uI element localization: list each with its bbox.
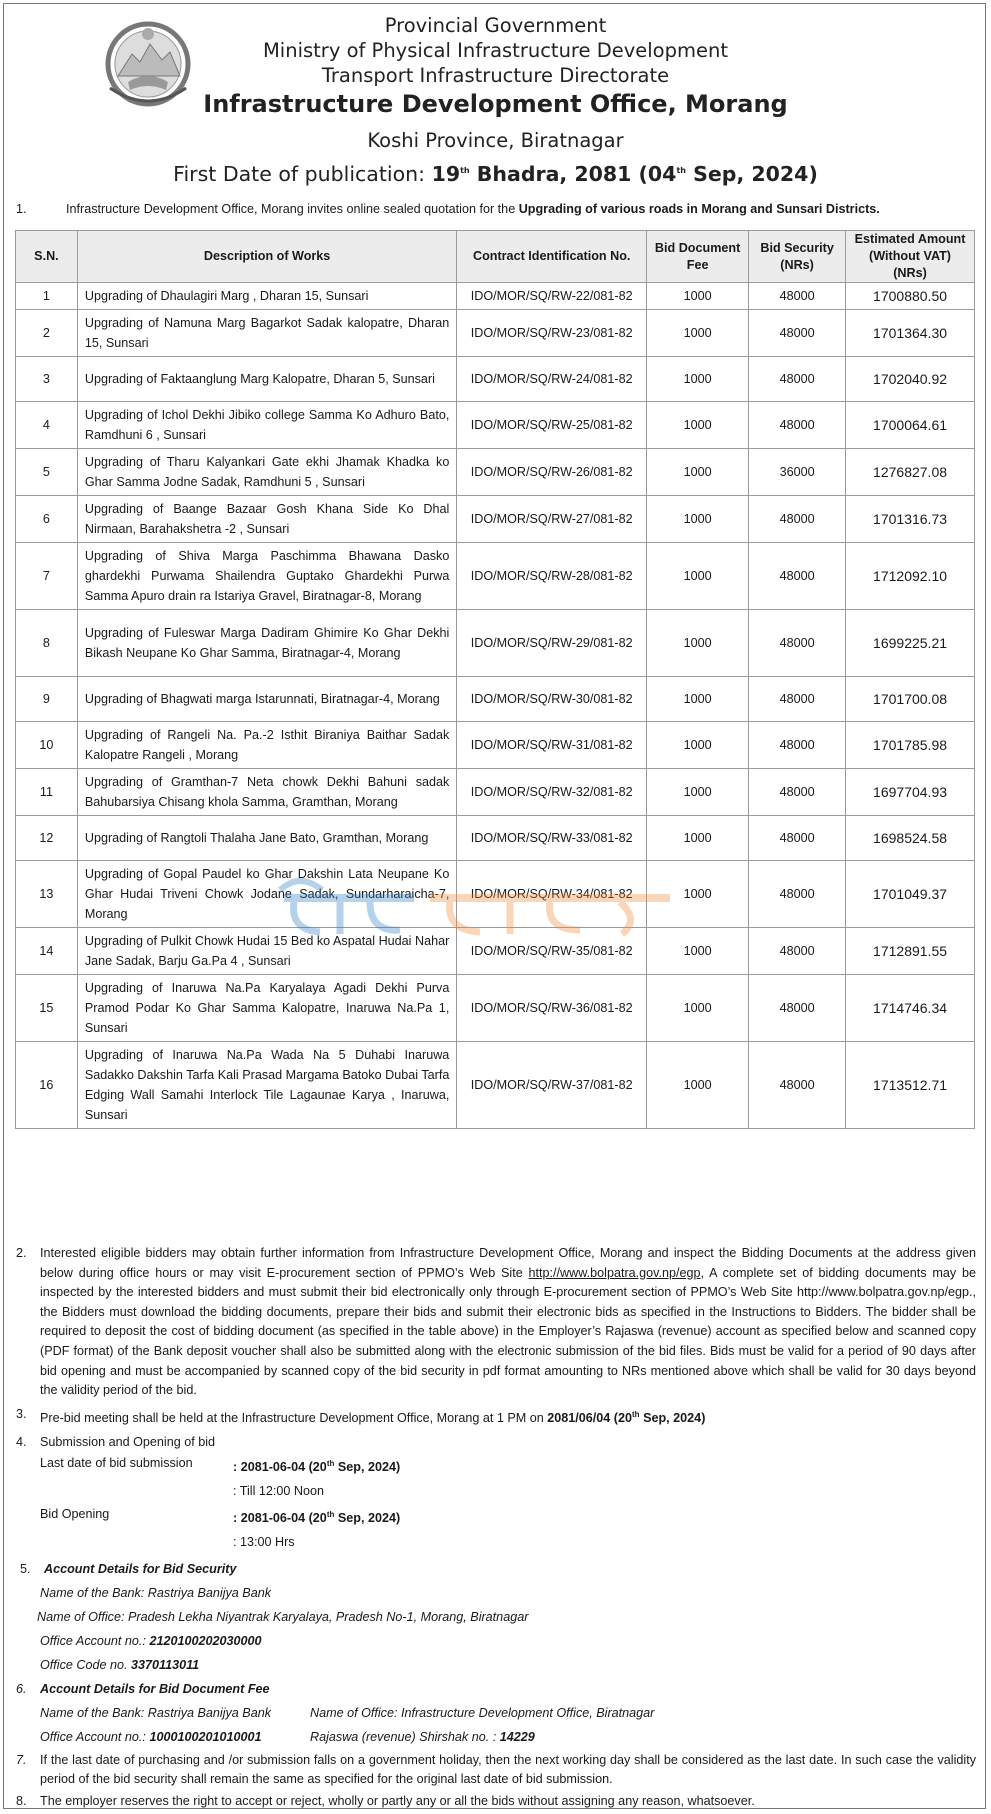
last-time: : Till 12:00 Noon: [233, 1483, 325, 1498]
fee-account-no: 1000100201010001: [149, 1729, 262, 1744]
security-office-code: 3370113011: [131, 1657, 200, 1672]
row-sn: 15: [16, 975, 78, 1042]
row-amount: 1701700.08: [846, 677, 975, 722]
row-sn: 13: [16, 861, 78, 928]
fee-office-name: Name of Office: Infrastructure Development Office, Biratnagar: [310, 1705, 655, 1720]
row-amount: 1712891.55: [846, 928, 975, 975]
publication-date: First Date of publication: 19th Bhadra, 2081 (04th Sep, 2024): [173, 162, 818, 186]
row-fee: 1000: [647, 1042, 749, 1129]
row-contract-id: IDO/MOR/SQ/RW-31/081-82: [457, 722, 647, 769]
row-description: Upgrading of Gopal Paudel ko Ghar Dakshin Lata Neupane Ko Ghar Hudai Triveni Chowk Jodane Sadak, Sundarharaicha-7, Morang: [77, 861, 456, 928]
row-sn: 6: [16, 496, 78, 543]
row-fee: 1000: [647, 357, 749, 402]
row-security: 48000: [749, 496, 846, 543]
table-row: [16, 357, 975, 402]
security-bank-name: Name of the Bank: Rastriya Banijya Bank: [40, 1585, 271, 1600]
table-row: [16, 928, 975, 975]
note-7: [16, 1751, 976, 1790]
row-amount: 1701316.73: [846, 496, 975, 543]
row-contract-id: IDO/MOR/SQ/RW-35/081-82: [457, 928, 647, 975]
works-table: [15, 230, 975, 1129]
row-fee: 1000: [647, 722, 749, 769]
row-description: Upgrading of Baange Bazaar Gosh Khana Side Ko Dhal Nirmaan, Barahakshetra -2 , Sunsari: [77, 496, 456, 543]
note-6: 6. Account Details for Bid Document Fee Name of the Bank: Rastriya Banijya Bank Name of Office: Infrastructure Development Office, Biratnagar Office Account no.: 1000100201010001 Rajaswa (revenue) Shirshak no. : 14229: [16, 1677, 976, 1749]
row-sn: 16: [16, 1042, 78, 1129]
table-row: [16, 283, 975, 310]
row-description: Upgrading of Tharu Kalyankari Gate ekhi Jhamak Khadka ko Ghar Samma Jodne Sadak, Ramdhuni 5 , Sunsari: [77, 449, 456, 496]
header-line-directorate: Transport Infrastructure Directorate: [321, 64, 670, 87]
note-number: 7.: [16, 1752, 27, 1767]
row-security: 48000: [749, 816, 846, 861]
row-fee: 1000: [647, 543, 749, 610]
row-security: 48000: [749, 722, 846, 769]
opening-time: : 13:00 Hrs: [233, 1535, 295, 1549]
row-contract-id: IDO/MOR/SQ/RW-30/081-82: [457, 677, 647, 722]
note-number: 3.: [16, 1406, 27, 1421]
note-number: 8.: [16, 1793, 27, 1808]
table-row: [16, 610, 975, 677]
row-amount: 1697704.93: [846, 769, 975, 816]
fee-account-title: Account Details for Bid Document Fee: [40, 1681, 270, 1696]
row-contract-id: IDO/MOR/SQ/RW-28/081-82: [457, 543, 647, 610]
row-fee: 1000: [647, 610, 749, 677]
row-security: 48000: [749, 1042, 846, 1129]
note-number: 2.: [16, 1246, 27, 1260]
row-security: 48000: [749, 677, 846, 722]
row-contract-id: IDO/MOR/SQ/RW-25/081-82: [457, 402, 647, 449]
row-amount: 1701785.98: [846, 722, 975, 769]
row-fee: 1000: [647, 283, 749, 310]
submission-title: Submission and Opening of bid: [40, 1434, 216, 1449]
row-fee: 1000: [647, 769, 749, 816]
note-4: [16, 1433, 976, 1453]
row-security: 48000: [749, 402, 846, 449]
row-security: 48000: [749, 357, 846, 402]
row-sn: 7: [16, 543, 78, 610]
row-contract-id: IDO/MOR/SQ/RW-26/081-82: [457, 449, 647, 496]
table-row: [16, 816, 975, 861]
row-description: Upgrading of Rangtoli Thalaha Jane Bato, Gramthan, Morang: [77, 816, 456, 861]
row-contract-id: IDO/MOR/SQ/RW-37/081-82: [457, 1042, 647, 1129]
row-amount: 1701364.30: [846, 310, 975, 357]
row-description: Upgrading of Dhaulagiri Marg , Dharan 15, Sunsari: [77, 283, 456, 310]
row-fee: 1000: [647, 816, 749, 861]
row-security: 36000: [749, 449, 846, 496]
row-security: 48000: [749, 928, 846, 975]
row-amount: 1698524.58: [846, 816, 975, 861]
row-contract-id: IDO/MOR/SQ/RW-32/081-82: [457, 769, 647, 816]
notes-section: [16, 1244, 976, 1811]
row-fee: 1000: [647, 310, 749, 357]
row-sn: 1: [16, 283, 78, 310]
row-description: Upgrading of Bhagwati marga Istarunnati, Biratnagar-4, Morang: [77, 677, 456, 722]
row-contract-id: IDO/MOR/SQ/RW-22/081-82: [457, 283, 647, 310]
row-contract-id: IDO/MOR/SQ/RW-36/081-82: [457, 975, 647, 1042]
fee-bank-name: Name of the Bank: Rastriya Banijya Bank: [40, 1705, 271, 1720]
header-line-ministry: Ministry of Physical Infrastructure Development: [262, 39, 728, 62]
row-amount: 1712092.10: [846, 543, 975, 610]
row-fee: 1000: [647, 496, 749, 543]
security-account-title: Account Details for Bid Security: [44, 1561, 237, 1576]
header-location: Koshi Province, Biratnagar: [367, 129, 624, 152]
table-row: [16, 722, 975, 769]
row-amount: 1701049.37: [846, 861, 975, 928]
submission-details: Last date of bid submission : 2081-06-04 (20th Sep, 2024) : Till 12:00 Noon Bid Opening : 2081-06-04 (20th Sep, 2024) : 13:00 Hrs: [16, 1452, 976, 1554]
row-description: Upgrading of Inaruwa Na.Pa Karyalaya Agadi Dekhi Purva Pramod Podar Ko Ghar Samma Kalopatre, Inaruwa Na.Pa 1, Sunsari: [77, 975, 456, 1042]
row-contract-id: IDO/MOR/SQ/RW-29/081-82: [457, 610, 647, 677]
security-office-name: Name of Office: Pradesh Lekha Niyantrak Karyalaya, Pradesh No-1, Morang, Biratnagar: [37, 1609, 529, 1624]
note-3: 3. Pre-bid meeting shall be held at the Infrastructure Development Office, Morang at 1 PM on 2081/06/04 (20th Sep, 2024): [16, 1406, 706, 1425]
row-sn: 8: [16, 610, 78, 677]
row-sn: 10: [16, 722, 78, 769]
table-row: [16, 449, 975, 496]
revenue-shirshak-no: 14229: [499, 1729, 535, 1744]
row-fee: 1000: [647, 861, 749, 928]
intro-text: Infrastructure Development Office, Morang invites online sealed quotation for the Upgrading of various roads in Morang and Sunsari Districts.: [66, 202, 880, 216]
header-office-title: Infrastructure Development Office, Morang: [203, 90, 788, 118]
row-contract-id: IDO/MOR/SQ/RW-34/081-82: [457, 861, 647, 928]
row-amount: 1702040.92: [846, 357, 975, 402]
row-sn: 11: [16, 769, 78, 816]
row-sn: 2: [16, 310, 78, 357]
row-description: Upgrading of Inaruwa Na.Pa Wada Na 5 Duhabi Inaruwa Sadakko Dakshin Tarfa Kali Prasad Margama Batoko Dubai Tarfa Edging Wall Samahi Interlock Tile Lagaunae Karya , Inaruwa, Sunsari: [77, 1042, 456, 1129]
header-fee: Bid Document Fee: [647, 231, 749, 283]
row-description: Upgrading of Ichol Dekhi Jibiko college Samma Ko Adhuro Bato, Ramdhuni 6 , Sunsari: [77, 402, 456, 449]
row-contract-id: IDO/MOR/SQ/RW-24/081-82: [457, 357, 647, 402]
header-contract-id: Contract Identification No.: [457, 231, 647, 283]
row-sn: 5: [16, 449, 78, 496]
note-8: [16, 1792, 976, 1812]
header-security: Bid Security (NRs): [749, 231, 846, 283]
row-sn: 14: [16, 928, 78, 975]
row-sn: 3: [16, 357, 78, 402]
row-description: Upgrading of Pulkit Chowk Hudai 15 Bed ko Aspatal Hudai Nahar Jane Sadak, Barju Ga.Pa 4 , Sunsari: [77, 928, 456, 975]
row-fee: 1000: [647, 928, 749, 975]
row-amount: 1714746.34: [846, 975, 975, 1042]
table-row: [16, 402, 975, 449]
row-contract-id: IDO/MOR/SQ/RW-27/081-82: [457, 496, 647, 543]
row-contract-id: IDO/MOR/SQ/RW-33/081-82: [457, 816, 647, 861]
row-sn: 12: [16, 816, 78, 861]
last-date-label: Last date of bid submission: [40, 1456, 193, 1471]
header-sn: S.N.: [16, 231, 78, 283]
row-sn: 9: [16, 677, 78, 722]
bolpatra-link[interactable]: http://www.bolpatra.gov.np/egp: [528, 1265, 701, 1280]
bid-opening-label: Bid Opening: [40, 1507, 110, 1522]
row-description: Upgrading of Gramthan-7 Neta chowk Dekhi Bahuni sadak Bahubarsiya Chisang khola Samma, Gramthan, Morang: [77, 769, 456, 816]
table-row: [16, 769, 975, 816]
note-2: 2. Interested eligible bidders may obtain further information from Infrastructure Development Office, Morang and inspect the Bidding Documents at the address given below during office hours or may visit E-procurement section of PPMO’s Web Site http://www.bolpatra.gov.np/egp, A complete set of bidding documents may be inspected by the interested bidders and must submit their bid electronically only through E-procurement section of PPMO’s Web Site http://www.bolpatra.gov.np/egp., the Bidders must download the bidding documents, prepare their bids and submit their electronic bids as specified in the Instructions to Bidders. The bidder shall be required to deposit the cost of bidding document (as specified in the table above) in the Employer’s Rajaswa (revenue) account as specified below and scanned copy (PDF format) of the Bank deposit voucher shall also be submitted along with the electronic submission of the bid files. Bids must be valid for a period of 90 days after bid opening and must be accompanied by scanned copy of the bid security in pdf format amounting to NRs mentioned above which shall be valid for 30 days beyond the validity period of the bid.: [16, 1246, 976, 1398]
row-security: 48000: [749, 861, 846, 928]
row-fee: 1000: [647, 975, 749, 1042]
header-amount: Estimated Amount (Without VAT) (NRs): [846, 231, 975, 283]
row-amount: 1699225.21: [846, 610, 975, 677]
table-row: [16, 1042, 975, 1129]
row-description: Upgrading of Fuleswar Marga Dadiram Ghimire Ko Ghar Dekhi Bikash Neupane Ko Ghar Samma, Biratnagar-4, Morang: [77, 610, 456, 677]
row-fee: 1000: [647, 677, 749, 722]
note-7-text: If the last date of purchasing and /or submission falls on a government holiday, then the next working day shall be considered as the last date. In such case the validity period of the bid security shall remain the same as specified for the original last date of bid submission.: [40, 1752, 976, 1787]
table-header-row: [16, 231, 975, 283]
row-amount: 1700880.50: [846, 283, 975, 310]
security-account-no: 2120100202030000: [149, 1633, 262, 1648]
row-fee: 1000: [647, 449, 749, 496]
row-amount: 1276827.08: [846, 449, 975, 496]
row-description: Upgrading of Rangeli Na. Pa.-2 Isthit Biraniya Baithar Sadak Kalopatre Rangeli , Morang: [77, 722, 456, 769]
header-description: Description of Works: [77, 231, 456, 283]
note-8-text: The employer reserves the right to accept or reject, wholly or partly any or all the bids without assigning any reason, whatsoever.: [40, 1793, 755, 1808]
row-security: 48000: [749, 543, 846, 610]
row-fee: 1000: [647, 402, 749, 449]
row-description: Upgrading of Faktaanglung Marg Kalopatre, Dharan 5, Sunsari: [77, 357, 456, 402]
table-row: [16, 975, 975, 1042]
row-amount: 1700064.61: [846, 402, 975, 449]
header-line-provincial: Provincial Government: [384, 14, 607, 37]
note-number: 5.: [20, 1561, 31, 1576]
row-security: 48000: [749, 283, 846, 310]
row-security: 48000: [749, 310, 846, 357]
table-row: [16, 310, 975, 357]
note-number: 4.: [16, 1434, 27, 1449]
row-description: Upgrading of Namuna Marg Bagarkot Sadak kalopatre, Dharan 15, Sunsari: [77, 310, 456, 357]
row-sn: 4: [16, 402, 78, 449]
row-contract-id: IDO/MOR/SQ/RW-23/081-82: [457, 310, 647, 357]
table-row: [16, 496, 975, 543]
row-amount: 1713512.71: [846, 1042, 975, 1129]
note-5: 5. Account Details for Bid Security Name of the Bank: Rastriya Banijya Bank Name of Office: Pradesh Lekha Niyantrak Karyalaya, Pradesh No-1, Morang, Biratnagar Office Account no.: 2120100202030000 Office Code no. 3370113011: [16, 1557, 976, 1677]
row-security: 48000: [749, 769, 846, 816]
row-description: Upgrading of Shiva Marga Paschimma Bhawana Dasko ghardekhi Purwama Shailendra Guptako Ghardekhi Purwa Samma Apuro drain ra Istariya Gravel, Biratnagar-8, Morang: [77, 543, 456, 610]
table-row: [16, 861, 975, 928]
table-row: [16, 677, 975, 722]
table-row: [16, 543, 975, 610]
intro-number: 1.: [16, 202, 27, 216]
row-security: 48000: [749, 610, 846, 677]
row-security: 48000: [749, 975, 846, 1042]
note-number: 6.: [16, 1681, 27, 1696]
